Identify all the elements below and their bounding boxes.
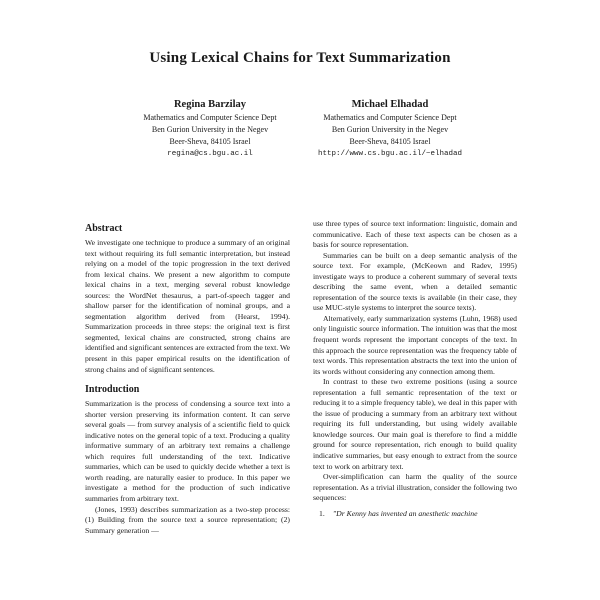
introduction-heading: Introduction [85, 384, 140, 396]
author-city: Beer-Sheva, 84105 Israel [349, 137, 431, 146]
right-column [313, 219, 517, 519]
author-homepage: http://www.cs.bgu.ac.il/~elhadad [317, 150, 463, 158]
author-block-1 [110, 98, 310, 160]
body-paragraph-1: use three types of source text information: linguistic, domain and communicative. Each of these text aspects can be chosen as a basis for source representation. [313, 219, 517, 250]
author-email: regina@cs.bgu.ac.il [167, 150, 253, 158]
body-paragraph-4: In contrast to these two extreme positions (using a source representation a full semantic representation of the text or reducing it to a simple frequency table), we deal in this paper with the issue of producing a summary from an arbitrary text without requiring its full understanding, but using widely available knowledge sources. Our main goal is therefore to find a middle ground for source representation, rich enough to build quality indicative summaries, but easy enough to extract from the source text to work on arbitrary text. [313, 377, 517, 471]
example-sentence [313, 509, 517, 520]
body-paragraph-5: Over-simplification can harm the quality of the source representation. As a trivial illustration, consider the following two sequences: [313, 472, 517, 503]
example-quote: "Dr Kenny has invented an anesthetic machine [332, 508, 478, 518]
paper-title: Using Lexical Chains for Text Summarization [149, 50, 451, 66]
author-university: Ben Gurion University in the Negev [331, 125, 449, 134]
intro-paragraph-2: (Jones, 1993) describes summarization as a two-step process: (1) Building from the source text a source representation; (2) Summary generation — [85, 504, 290, 535]
intro-paragraph-1: Summarization is the process of condensing a source text into a shorter version preserving its information content. It can serve several goals — from survey analysis of a scientific field to quick indicative notes on the general topic of a text. Producing a quality informative summary of an arbitrary text remains a challenge which requires full understanding of the text. Indicative summaries, which can be used to quickly decide whether a text is worth reading, are naturally easier to produce. In this paper we investigate a method for the production of such indicative summaries from arbitrary text. [85, 399, 290, 504]
abstract-heading: Abstract [85, 223, 123, 234]
body-paragraph-3: Alternatively, early summarization systems (Luhn, 1968) used only linguistic source information. The intuition was that the most frequent words represent the important concepts of the text. In this approach the source representation was the frequency table of text words. This representation abstracts the text into the union of its words without considering any connection among them. [313, 313, 517, 376]
example-number: 1. [319, 508, 325, 518]
abstract-text: We investigate one technique to produce a summary of an original text without requiring its full semantic interpretation, but instead relying on a model of the topic progression in the text derived from lexical chains. We present a new algorithm to compute lexical chains in a text, merging several robust knowledge sources: the WordNet thesaurus, a part-of-speech tagger and shallow parser for the identification of nominal groups, and a segmentation algorithm derived from (Hearst, 1994). Summarization proceeds in three steps: the original text is first segmented, lexical chains are constructed, strong chains are identified and significant sentences are extracted from the text. We present in this paper empirical results on the identification of strong chains and of significant sentences. [85, 238, 291, 374]
author-city: Beer-Sheva, 84105 Israel [169, 137, 251, 146]
body-paragraph-2: Summaries can be built on a deep semantic analysis of the source text. For example, (McKeown and Radev, 1995) investigate ways to produce a coherent summary of several texts describing the same event, when a detailed semantic representation of the source texts is available (in their case, they use MUC-style systems to interpret the source texts). [313, 250, 517, 313]
author-block-2 [290, 98, 490, 160]
author-name: Regina Barzilay [173, 99, 247, 110]
author-dept: Mathematics and Computer Science Dept [143, 113, 277, 122]
author-name: Michael Elhadad [351, 99, 429, 110]
author-dept: Mathematics and Computer Science Dept [323, 113, 457, 122]
left-column [85, 222, 290, 536]
author-university: Ben Gurion University in the Negev [151, 125, 269, 134]
